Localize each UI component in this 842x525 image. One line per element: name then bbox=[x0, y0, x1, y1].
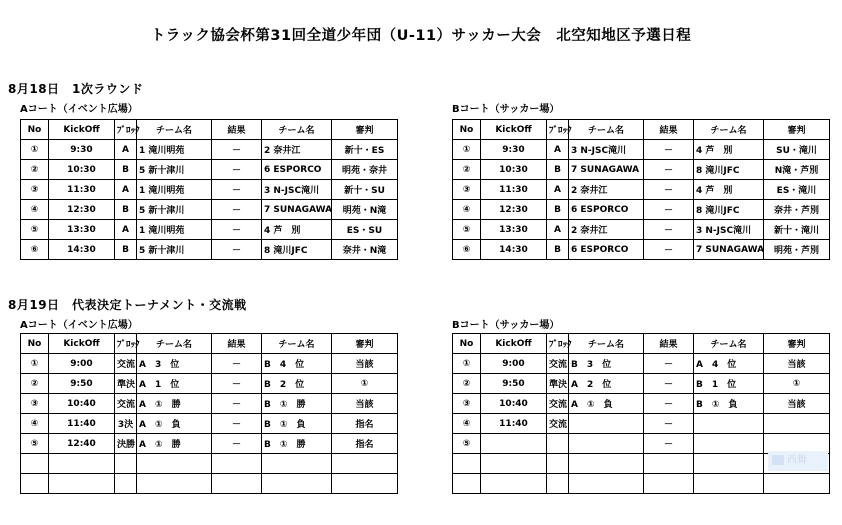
table-cell bbox=[569, 414, 644, 434]
table-row bbox=[21, 200, 398, 220]
day1-court-b-table bbox=[452, 119, 830, 260]
column-header: チーム名 bbox=[262, 334, 332, 354]
table-row bbox=[453, 474, 830, 494]
table-cell: 10:30 bbox=[481, 160, 547, 180]
column-header: No bbox=[453, 120, 481, 140]
table-cell: 交流 bbox=[115, 394, 137, 414]
table-cell: A bbox=[547, 220, 569, 240]
table-cell: N滝・芦別 bbox=[764, 160, 830, 180]
table-cell: ⑥ bbox=[453, 240, 481, 260]
table-cell: B 2 位 bbox=[262, 374, 332, 394]
table-cell: 当該 bbox=[332, 394, 398, 414]
table-cell: 14:30 bbox=[49, 240, 115, 260]
column-header: 結果 bbox=[212, 334, 262, 354]
table-cell: 10:40 bbox=[49, 394, 115, 414]
table-cell: 9:00 bbox=[49, 354, 115, 374]
table-cell: A 4 位 bbox=[694, 354, 764, 374]
table-row bbox=[453, 140, 830, 160]
table-cell: ⑤ bbox=[21, 434, 49, 454]
table-cell: B 1 位 bbox=[694, 374, 764, 394]
column-header: KickOff bbox=[49, 334, 115, 354]
table-cell bbox=[764, 474, 830, 494]
table-cell bbox=[332, 454, 398, 474]
table-cell: － bbox=[644, 160, 694, 180]
table-cell: － bbox=[212, 200, 262, 220]
table-cell: 7 SUNAGAWA bbox=[694, 240, 764, 260]
column-header: ﾌﾞﾛｯｸ bbox=[547, 120, 569, 140]
table-cell: 8 滝川JFC bbox=[694, 160, 764, 180]
header-row bbox=[453, 120, 830, 140]
table-cell bbox=[481, 454, 547, 474]
table-cell bbox=[547, 434, 569, 454]
column-header: チーム名 bbox=[694, 334, 764, 354]
table-cell: ⑤ bbox=[453, 434, 481, 454]
day2-court-b-label: Bコート（サッカー場） bbox=[452, 320, 560, 331]
table-cell: － bbox=[644, 220, 694, 240]
table-cell: 10:30 bbox=[49, 160, 115, 180]
table-cell: 指名 bbox=[332, 434, 398, 454]
table-cell: 当該 bbox=[332, 354, 398, 374]
table-cell: 8 滝川JFC bbox=[262, 240, 332, 260]
day1-court-a-table bbox=[20, 119, 398, 260]
table-row bbox=[453, 200, 830, 220]
table-cell: － bbox=[644, 180, 694, 200]
table-cell: ③ bbox=[453, 394, 481, 414]
column-header: KickOff bbox=[481, 334, 547, 354]
table-cell: 新十・ES bbox=[332, 140, 398, 160]
table-cell bbox=[115, 474, 137, 494]
column-header: No bbox=[21, 334, 49, 354]
table-cell: A 1 位 bbox=[137, 374, 212, 394]
table-cell: 4 芦 別 bbox=[694, 180, 764, 200]
day2-heading: 8月19日 代表決定トーナメント・交流戦 bbox=[8, 298, 247, 312]
table-cell bbox=[694, 434, 764, 454]
table-cell: ③ bbox=[21, 394, 49, 414]
table-row bbox=[21, 394, 398, 414]
table-cell: 明苑・芦別 bbox=[764, 240, 830, 260]
table-cell bbox=[694, 414, 764, 434]
column-header: ﾌﾞﾛｯｸ bbox=[115, 334, 137, 354]
column-header: 審判 bbox=[764, 334, 830, 354]
table-row bbox=[21, 374, 398, 394]
column-header: チーム名 bbox=[569, 120, 644, 140]
table-cell bbox=[453, 474, 481, 494]
column-header: 審判 bbox=[332, 120, 398, 140]
table-cell: － bbox=[212, 220, 262, 240]
table-cell: 明苑・N滝 bbox=[332, 200, 398, 220]
table-cell bbox=[212, 454, 262, 474]
watermark-text: 西舞 bbox=[787, 455, 807, 466]
table-cell: 11:30 bbox=[49, 180, 115, 200]
table-cell: 指名 bbox=[332, 414, 398, 434]
table-cell: 新十・滝川 bbox=[764, 220, 830, 240]
table-row bbox=[453, 374, 830, 394]
table-cell: ④ bbox=[453, 414, 481, 434]
table-cell bbox=[49, 454, 115, 474]
table-cell: B 4 位 bbox=[262, 354, 332, 374]
table-cell: B ① 勝 bbox=[262, 434, 332, 454]
table-cell: － bbox=[212, 240, 262, 260]
table-cell: － bbox=[644, 414, 694, 434]
table-cell: 6 ESPORCO bbox=[262, 160, 332, 180]
table-cell: A bbox=[115, 220, 137, 240]
table-cell bbox=[547, 474, 569, 494]
table-cell: ⑤ bbox=[453, 220, 481, 240]
table-row bbox=[21, 354, 398, 374]
table-row bbox=[453, 414, 830, 434]
column-header: 審判 bbox=[332, 334, 398, 354]
table-cell: 12:30 bbox=[49, 200, 115, 220]
table-cell: － bbox=[644, 354, 694, 374]
table-cell: 1 滝川明苑 bbox=[137, 180, 212, 200]
table-cell: ES・滝川 bbox=[764, 180, 830, 200]
table-cell: 11:40 bbox=[481, 414, 547, 434]
table-cell: 当該 bbox=[764, 354, 830, 374]
table-row bbox=[21, 474, 398, 494]
table-cell: A bbox=[115, 180, 137, 200]
table-row bbox=[453, 180, 830, 200]
table-cell: － bbox=[212, 180, 262, 200]
header-row bbox=[21, 120, 398, 140]
table-cell: A bbox=[115, 140, 137, 160]
table-cell: 9:30 bbox=[49, 140, 115, 160]
table-cell bbox=[21, 454, 49, 474]
table-cell: 7 SUNAGAWA bbox=[262, 200, 332, 220]
table-cell: 5 新十津川 bbox=[137, 160, 212, 180]
table-cell: ④ bbox=[21, 200, 49, 220]
table-cell bbox=[569, 434, 644, 454]
table-cell bbox=[49, 474, 115, 494]
table-cell: B ① 負 bbox=[694, 394, 764, 414]
table-cell bbox=[694, 474, 764, 494]
table-cell: ① bbox=[21, 354, 49, 374]
page-title: トラック協会杯第31回全道少年団（U-11）サッカー大会 北空知地区予選日程 bbox=[150, 28, 692, 44]
table-cell: 奈井・芦別 bbox=[764, 200, 830, 220]
table-cell: 交流 bbox=[547, 354, 569, 374]
table-cell: 決勝 bbox=[115, 434, 137, 454]
table-cell bbox=[21, 474, 49, 494]
table-row bbox=[21, 240, 398, 260]
table-cell: B bbox=[115, 160, 137, 180]
table-cell: ④ bbox=[453, 200, 481, 220]
table-cell: ③ bbox=[453, 180, 481, 200]
table-cell: 交流 bbox=[115, 354, 137, 374]
table-cell bbox=[137, 474, 212, 494]
table-cell: － bbox=[644, 240, 694, 260]
column-header: 結果 bbox=[644, 334, 694, 354]
day1-court-a-label: Aコート（イベント広場） bbox=[20, 104, 138, 115]
table-cell: B ① 負 bbox=[262, 414, 332, 434]
table-cell: 準決 bbox=[115, 374, 137, 394]
table-cell: ⑤ bbox=[21, 220, 49, 240]
table-cell: ① bbox=[453, 354, 481, 374]
table-cell: 当該 bbox=[764, 394, 830, 414]
table-row bbox=[21, 454, 398, 474]
table-cell bbox=[115, 454, 137, 474]
column-header: チーム名 bbox=[569, 334, 644, 354]
column-header: KickOff bbox=[481, 120, 547, 140]
table-cell: 3 N-JSC滝川 bbox=[569, 140, 644, 160]
table-cell bbox=[481, 474, 547, 494]
table-row bbox=[21, 220, 398, 240]
table-cell: 3決 bbox=[115, 414, 137, 434]
table-cell: 14:30 bbox=[481, 240, 547, 260]
table-cell bbox=[481, 434, 547, 454]
table-cell bbox=[644, 454, 694, 474]
table-cell: B bbox=[547, 200, 569, 220]
table-cell: 2 奈井江 bbox=[262, 140, 332, 160]
day1-heading: 8月18日 1次ラウンド bbox=[8, 82, 144, 96]
table-cell: 9:00 bbox=[481, 354, 547, 374]
table-cell: － bbox=[212, 394, 262, 414]
table-cell: ② bbox=[453, 160, 481, 180]
table-cell: 12:30 bbox=[481, 200, 547, 220]
table-cell bbox=[212, 474, 262, 494]
table-cell: A ① 勝 bbox=[137, 434, 212, 454]
table-cell: 新十・SU bbox=[332, 180, 398, 200]
watermark-icon bbox=[772, 455, 784, 465]
table-cell: 5 新十津川 bbox=[137, 200, 212, 220]
table-cell: 13:30 bbox=[481, 220, 547, 240]
column-header: KickOff bbox=[49, 120, 115, 140]
table-cell: ① bbox=[764, 374, 830, 394]
table-cell: － bbox=[212, 160, 262, 180]
table-cell: ① bbox=[21, 140, 49, 160]
table-cell: 2 奈井江 bbox=[569, 180, 644, 200]
table-row bbox=[21, 160, 398, 180]
table-cell: 6 ESPORCO bbox=[569, 200, 644, 220]
table-cell: ① bbox=[453, 140, 481, 160]
table-cell: A ① 負 bbox=[137, 414, 212, 434]
table-cell: － bbox=[644, 374, 694, 394]
day2-court-a-table bbox=[20, 333, 398, 494]
table-cell bbox=[764, 414, 830, 434]
table-cell bbox=[262, 474, 332, 494]
table-cell: 3 N-JSC滝川 bbox=[262, 180, 332, 200]
table-cell: ② bbox=[21, 160, 49, 180]
table-cell: － bbox=[644, 394, 694, 414]
table-cell: － bbox=[644, 140, 694, 160]
table-cell: 12:40 bbox=[49, 434, 115, 454]
table-cell: ES・SU bbox=[332, 220, 398, 240]
table-cell: 1 滝川明苑 bbox=[137, 140, 212, 160]
column-header: ﾌﾞﾛｯｸ bbox=[115, 120, 137, 140]
table-cell: － bbox=[212, 414, 262, 434]
table-row bbox=[453, 240, 830, 260]
table-cell: － bbox=[212, 140, 262, 160]
column-header: 結果 bbox=[212, 120, 262, 140]
table-row bbox=[453, 160, 830, 180]
table-cell: － bbox=[644, 200, 694, 220]
table-cell: 4 芦 別 bbox=[262, 220, 332, 240]
header-row bbox=[453, 334, 830, 354]
table-row bbox=[21, 414, 398, 434]
table-cell: 準決 bbox=[547, 374, 569, 394]
table-cell: － bbox=[212, 434, 262, 454]
table-row bbox=[21, 140, 398, 160]
table-cell: ⑥ bbox=[21, 240, 49, 260]
table-row bbox=[453, 354, 830, 374]
table-cell: 7 SUNAGAWA bbox=[569, 160, 644, 180]
table-row bbox=[453, 220, 830, 240]
table-cell: 8 滝川JFC bbox=[694, 200, 764, 220]
table-cell: 13:30 bbox=[49, 220, 115, 240]
table-cell bbox=[547, 454, 569, 474]
day2-court-a-label: Aコート（イベント広場） bbox=[20, 320, 138, 331]
table-cell: A ① 勝 bbox=[137, 394, 212, 414]
table-cell: 10:40 bbox=[481, 394, 547, 414]
table-cell: 4 芦 別 bbox=[694, 140, 764, 160]
table-row bbox=[453, 394, 830, 414]
table-cell: A 2 位 bbox=[569, 374, 644, 394]
table-cell: ② bbox=[21, 374, 49, 394]
table-row bbox=[21, 434, 398, 454]
table-cell: B bbox=[547, 240, 569, 260]
table-cell bbox=[137, 454, 212, 474]
column-header: チーム名 bbox=[694, 120, 764, 140]
table-cell: 2 奈井江 bbox=[569, 220, 644, 240]
table-cell: － bbox=[644, 434, 694, 454]
table-cell: － bbox=[212, 354, 262, 374]
column-header: No bbox=[453, 334, 481, 354]
table-cell: 9:50 bbox=[481, 374, 547, 394]
watermark-logo bbox=[768, 451, 828, 471]
table-cell bbox=[332, 474, 398, 494]
table-cell bbox=[569, 454, 644, 474]
table-cell: B bbox=[115, 200, 137, 220]
table-cell: ③ bbox=[21, 180, 49, 200]
table-cell: 9:50 bbox=[49, 374, 115, 394]
table-cell: ① bbox=[332, 374, 398, 394]
table-cell: A 3 位 bbox=[137, 354, 212, 374]
table-cell: － bbox=[212, 374, 262, 394]
table-cell bbox=[569, 474, 644, 494]
table-cell: A bbox=[547, 140, 569, 160]
header-row bbox=[21, 334, 398, 354]
column-header: 審判 bbox=[764, 120, 830, 140]
day1-court-b-label: Bコート（サッカー場） bbox=[452, 104, 560, 115]
column-header: チーム名 bbox=[137, 120, 212, 140]
table-cell: B bbox=[115, 240, 137, 260]
table-cell: A ① 負 bbox=[569, 394, 644, 414]
table-cell: 3 N-JSC滝川 bbox=[694, 220, 764, 240]
table-cell: 5 新十津川 bbox=[137, 240, 212, 260]
column-header: ﾌﾞﾛｯｸ bbox=[547, 334, 569, 354]
table-cell: 交流 bbox=[547, 394, 569, 414]
table-cell: 9:30 bbox=[481, 140, 547, 160]
table-cell: ② bbox=[453, 374, 481, 394]
table-cell: 1 滝川明苑 bbox=[137, 220, 212, 240]
table-cell bbox=[644, 474, 694, 494]
column-header: No bbox=[21, 120, 49, 140]
table-cell: 明苑・奈井 bbox=[332, 160, 398, 180]
table-cell: B ① 勝 bbox=[262, 394, 332, 414]
table-cell: 奈井・N滝 bbox=[332, 240, 398, 260]
table-cell bbox=[262, 454, 332, 474]
table-cell: A bbox=[547, 180, 569, 200]
table-cell bbox=[694, 454, 764, 474]
table-cell: 11:40 bbox=[49, 414, 115, 434]
table-cell bbox=[453, 454, 481, 474]
column-header: チーム名 bbox=[137, 334, 212, 354]
table-cell: 11:30 bbox=[481, 180, 547, 200]
table-cell: SU・滝川 bbox=[764, 140, 830, 160]
column-header: 結果 bbox=[644, 120, 694, 140]
table-cell: 6 ESPORCO bbox=[569, 240, 644, 260]
table-row bbox=[21, 180, 398, 200]
column-header: チーム名 bbox=[262, 120, 332, 140]
table-cell: B 3 位 bbox=[569, 354, 644, 374]
table-cell: ④ bbox=[21, 414, 49, 434]
table-cell: 交流 bbox=[547, 414, 569, 434]
table-cell: B bbox=[547, 160, 569, 180]
